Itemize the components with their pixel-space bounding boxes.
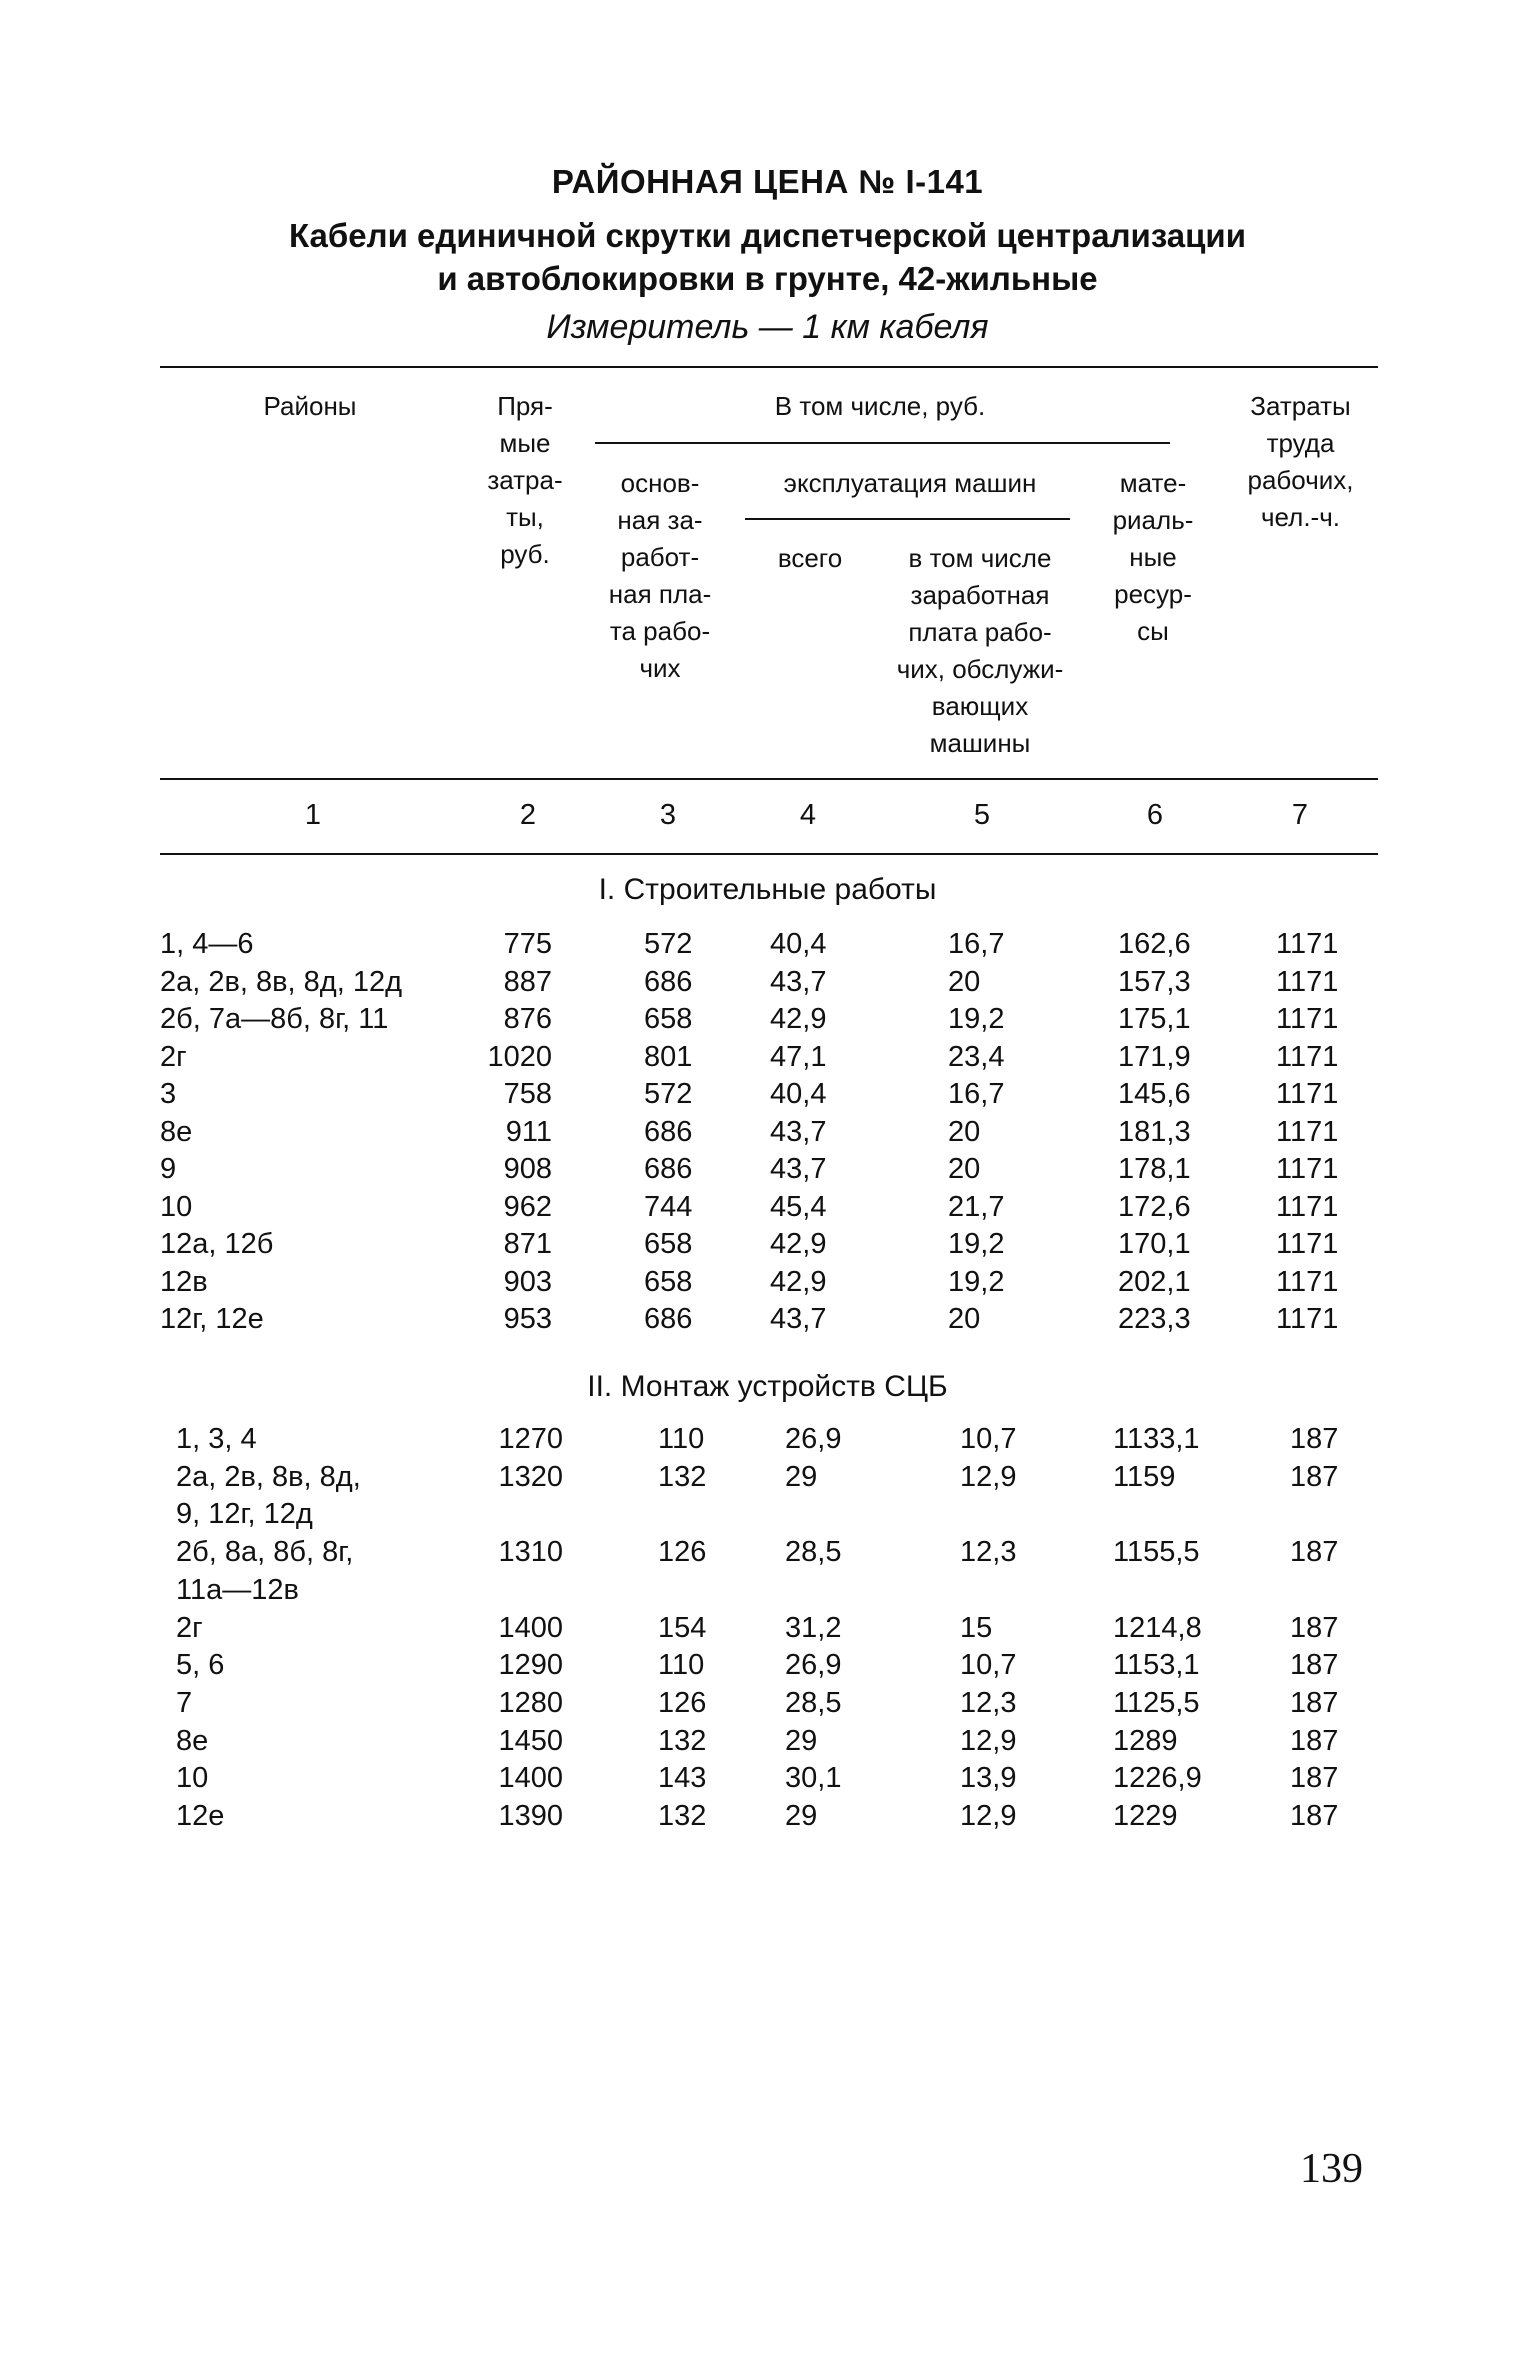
cell-labor-hours: 1171 [1276,1228,1339,1260]
table-row [0,1762,1535,1798]
table-row [0,1191,1535,1227]
page-number: 139 [1300,2146,1363,2192]
subtitle-line-2: и автоблокировки в грунте, 42-жильные [437,260,1098,297]
cell-machine-total: 29 [785,1460,818,1493]
cell-region: 5, 6 [176,1649,225,1682]
cell-machine-total: 30,1 [785,1762,842,1795]
cell-direct-costs: 903 [503,1265,552,1298]
cell-region: 2г [160,1040,187,1073]
cell-materials: 171,9 [1118,1040,1191,1073]
cell-machine-total: 42,9 [770,1003,827,1035]
cell-machine-wage: 19,2 [948,1003,1005,1035]
table-row [0,1574,1535,1610]
cell-materials: 1133,1 [1113,1423,1200,1455]
header-zatraty-truda: Затраты труда рабочих, чел.-ч. [1247,391,1354,532]
table-row [0,1116,1535,1152]
cell-direct-costs: 876 [503,1003,552,1035]
cell-labor-hours: 187 [1290,1686,1339,1719]
cell-labor-hours: 187 [1290,1536,1339,1569]
cell-region: 3 [160,1078,177,1110]
cell-labor-hours: 1171 [1276,1265,1339,1298]
numbers-bottom-rule [160,853,1378,855]
cell-machine-total: 31,2 [785,1611,842,1644]
header-ekspluataciya-mashin: эксплуатация машин [783,468,1037,498]
cell-direct-costs: 1020 [487,1040,552,1073]
cell-labor-hours: 1171 [1276,1115,1339,1148]
cell-machine-total: 26,9 [785,1423,842,1455]
cell-machine-total: 43,7 [770,1303,827,1335]
cell-machine-wage: 12,9 [960,1460,1017,1493]
cell-materials: 1214,8 [1113,1611,1202,1644]
cell-materials: 1153,1 [1113,1649,1200,1682]
cell-region: 9 [160,1153,177,1185]
cell-direct-costs: 908 [503,1153,552,1185]
cell-region: 12в [160,1265,208,1298]
cell-direct-costs: 871 [503,1228,552,1260]
header-osnovnaya-zarplata: основ- ная за- работ- ная пла- та рабо- чих [608,468,712,683]
cell-region: 8е [176,1724,209,1757]
cell-machine-total: 26,9 [785,1649,842,1682]
cell-machine-wage: 12,3 [960,1686,1017,1719]
cell-materials: 1159 [1113,1460,1176,1493]
cell-base-wage: 110 [658,1423,705,1455]
cell-machine-wage: 19,2 [948,1228,1005,1260]
cell-labor-hours: 1171 [1276,928,1339,960]
cell-base-wage: 744 [644,1190,693,1223]
cell-region: 10 [160,1190,193,1223]
table-row [0,1687,1535,1723]
table-row [0,1461,1535,1497]
cell-labor-hours: 1171 [1276,1153,1339,1185]
cell-machine-wage: 16,7 [948,928,1005,960]
cell-materials: 1289 [1113,1724,1178,1757]
cell-machine-total: 45,4 [770,1190,827,1223]
table-row [0,1536,1535,1572]
cell-machine-total: 40,4 [770,928,827,960]
cell-machine-total: 28,5 [785,1536,842,1569]
cell-base-wage: 686 [644,1303,693,1335]
cell-base-wage: 132 [658,1724,707,1757]
table-row [0,1649,1535,1685]
cell-machine-wage: 12,9 [960,1724,1017,1757]
cell-direct-costs: 1310 [498,1536,563,1569]
header-materialnye-resursy: мате- риаль- ные ресур- сы [1112,468,1194,646]
cell-region: 9, 12г, 12д [176,1498,313,1531]
cell-direct-costs: 953 [503,1303,552,1335]
cell-direct-costs: 887 [503,965,552,998]
cell-region: 2б, 7а—8б, 8г, 11 [160,1003,389,1035]
cell-base-wage: 132 [658,1460,707,1493]
cell-machine-total: 42,9 [770,1265,827,1298]
cell-region: 1, 4—6 [160,928,254,960]
cell-labor-hours: 1171 [1276,1040,1339,1073]
cell-direct-costs: 1400 [498,1762,563,1795]
cell-base-wage: 572 [644,1078,693,1110]
cell-region: 10 [176,1762,209,1795]
cell-materials: 178,1 [1118,1153,1191,1185]
cell-region: 1, 3, 4 [176,1423,257,1455]
cell-base-wage: 658 [644,1265,693,1298]
cell-machine-wage: 20 [948,1153,981,1185]
cell-machine-wage: 12,3 [960,1536,1017,1569]
table-row [0,1612,1535,1648]
cell-direct-costs: 1450 [498,1724,563,1757]
cell-materials: 1226,9 [1113,1762,1202,1795]
cell-region: 12а, 12б [160,1228,274,1260]
cell-materials: 1229 [1113,1800,1178,1832]
cell-direct-costs: 1320 [498,1460,563,1493]
cell-machine-total: 29 [785,1724,818,1757]
measure-unit: Измеритель — 1 км кабеля [546,308,989,346]
cell-base-wage: 801 [644,1040,693,1073]
cell-base-wage: 686 [644,1115,693,1148]
header-rayony: Районы [263,391,357,421]
cell-materials: 223,3 [1118,1303,1191,1335]
table-row [0,1041,1535,1077]
cell-base-wage: 126 [658,1686,707,1719]
cell-base-wage: 132 [658,1800,707,1832]
cell-labor-hours: 187 [1290,1423,1339,1455]
cell-base-wage: 572 [644,928,693,960]
cell-materials: 172,6 [1118,1190,1191,1223]
cell-labor-hours: 187 [1290,1460,1339,1493]
cell-machine-wage: 16,7 [948,1078,1005,1110]
cell-region: 2г [176,1611,203,1644]
cell-direct-costs: 775 [503,928,552,960]
cell-machine-total: 43,7 [770,1153,827,1185]
col-number-7: 7 [1291,799,1309,831]
table-row [0,1003,1535,1039]
table-row [0,1153,1535,1189]
table-row [0,928,1535,964]
header-zarplata-mashinistov: в том числе заработная плата рабо- чих, обслужи- вающих машины [896,543,1064,758]
cell-materials: 1125,5 [1113,1686,1200,1719]
cell-machine-wage: 20 [948,965,981,998]
col-number-4: 4 [799,799,817,831]
cell-machine-wage: 19,2 [948,1265,1005,1298]
cell-region: 2а, 2в, 8в, 8д, 12д [160,965,403,998]
header-pryamye-zatraty: Пря- мые затра- ты, руб. [487,391,563,569]
top-rule [160,366,1378,368]
cell-labor-hours: 187 [1290,1611,1339,1644]
cell-base-wage: 110 [658,1649,705,1682]
cell-region: 8е [160,1115,193,1148]
cell-machine-total: 42,9 [770,1228,827,1260]
col-number-1: 1 [304,799,322,831]
cell-materials: 181,3 [1118,1115,1191,1148]
cell-region: 11а—12в [176,1573,299,1606]
cell-direct-costs: 758 [503,1078,552,1110]
cell-direct-costs: 1280 [498,1686,563,1719]
table-row [0,1228,1535,1264]
cell-machine-wage: 23,4 [948,1040,1005,1073]
header-vsego: всего [777,543,843,573]
cell-machine-total: 29 [785,1800,818,1832]
section-title-stroitelnye: I. Строительные работы [598,873,937,906]
cell-materials: 162,6 [1118,928,1191,960]
ekspl-rule [745,518,1070,520]
table-row [0,1266,1535,1302]
table-row [0,1423,1535,1459]
col-number-6: 6 [1146,799,1164,831]
cell-labor-hours: 1171 [1276,1078,1339,1110]
cell-labor-hours: 1171 [1276,965,1339,998]
cell-labor-hours: 187 [1290,1649,1339,1682]
cell-base-wage: 686 [644,1153,693,1185]
group-rule [595,442,1170,444]
cell-direct-costs: 1400 [498,1611,563,1644]
cell-base-wage: 143 [658,1762,707,1795]
cell-labor-hours: 1171 [1276,1190,1339,1223]
table-row [0,1303,1535,1339]
cell-labor-hours: 187 [1290,1762,1339,1795]
col-number-3: 3 [659,799,677,831]
table-row [0,1078,1535,1114]
cell-labor-hours: 187 [1290,1800,1339,1832]
cell-direct-costs: 911 [505,1115,552,1148]
cell-base-wage: 126 [658,1536,707,1569]
table-row [0,1725,1535,1761]
cell-direct-costs: 1290 [498,1649,563,1682]
cell-materials: 170,1 [1118,1228,1191,1260]
cell-machine-wage: 10,7 [960,1649,1017,1682]
cell-materials: 1155,5 [1113,1536,1200,1569]
cell-machine-wage: 13,9 [960,1762,1017,1795]
cell-base-wage: 658 [644,1228,693,1260]
header-group-v-tom-chisle: В том числе, руб. [774,391,986,421]
cell-machine-total: 43,7 [770,1115,827,1148]
col-number-2: 2 [519,799,537,831]
col-number-5: 5 [973,799,991,831]
table-row [0,1498,1535,1534]
cell-base-wage: 154 [658,1611,707,1644]
cell-region: 12е [176,1800,225,1832]
cell-region: 2а, 2в, 8в, 8д, [176,1460,361,1493]
cell-machine-wage: 15 [960,1611,993,1644]
cell-machine-total: 40,4 [770,1078,827,1110]
section-title-montazh: II. Монтаж устройств СЦБ [587,1370,948,1403]
cell-labor-hours: 1171 [1276,1003,1339,1035]
cell-direct-costs: 962 [503,1190,552,1223]
cell-machine-wage: 20 [948,1115,981,1148]
subtitle-line-1: Кабели единичной скрутки диспетчерской централизации [288,217,1247,254]
cell-region: 12г, 12е [160,1303,264,1335]
page-title: РАЙОННАЯ ЦЕНА № I-141 [551,163,984,200]
cell-direct-costs: 1390 [498,1800,563,1832]
cell-machine-wage: 21,7 [948,1190,1005,1223]
cell-region: 7 [176,1686,193,1719]
cell-machine-total: 43,7 [770,965,827,998]
cell-machine-total: 28,5 [785,1686,842,1719]
cell-labor-hours: 187 [1290,1724,1339,1757]
cell-direct-costs: 1270 [498,1423,563,1455]
cell-machine-wage: 20 [948,1303,981,1335]
table-row [0,966,1535,1002]
cell-materials: 145,6 [1118,1078,1191,1110]
cell-labor-hours: 1171 [1276,1303,1339,1335]
cell-machine-wage: 12,9 [960,1800,1017,1832]
cell-region: 2б, 8а, 8б, 8г, [176,1536,354,1569]
header-bottom-rule [160,778,1378,780]
cell-base-wage: 686 [644,965,693,998]
cell-base-wage: 658 [644,1003,693,1035]
cell-materials: 202,1 [1118,1265,1191,1298]
table-row [0,1800,1535,1836]
cell-materials: 175,1 [1118,1003,1191,1035]
cell-machine-total: 47,1 [770,1040,827,1073]
cell-materials: 157,3 [1118,965,1191,998]
cell-machine-wage: 10,7 [960,1423,1017,1455]
